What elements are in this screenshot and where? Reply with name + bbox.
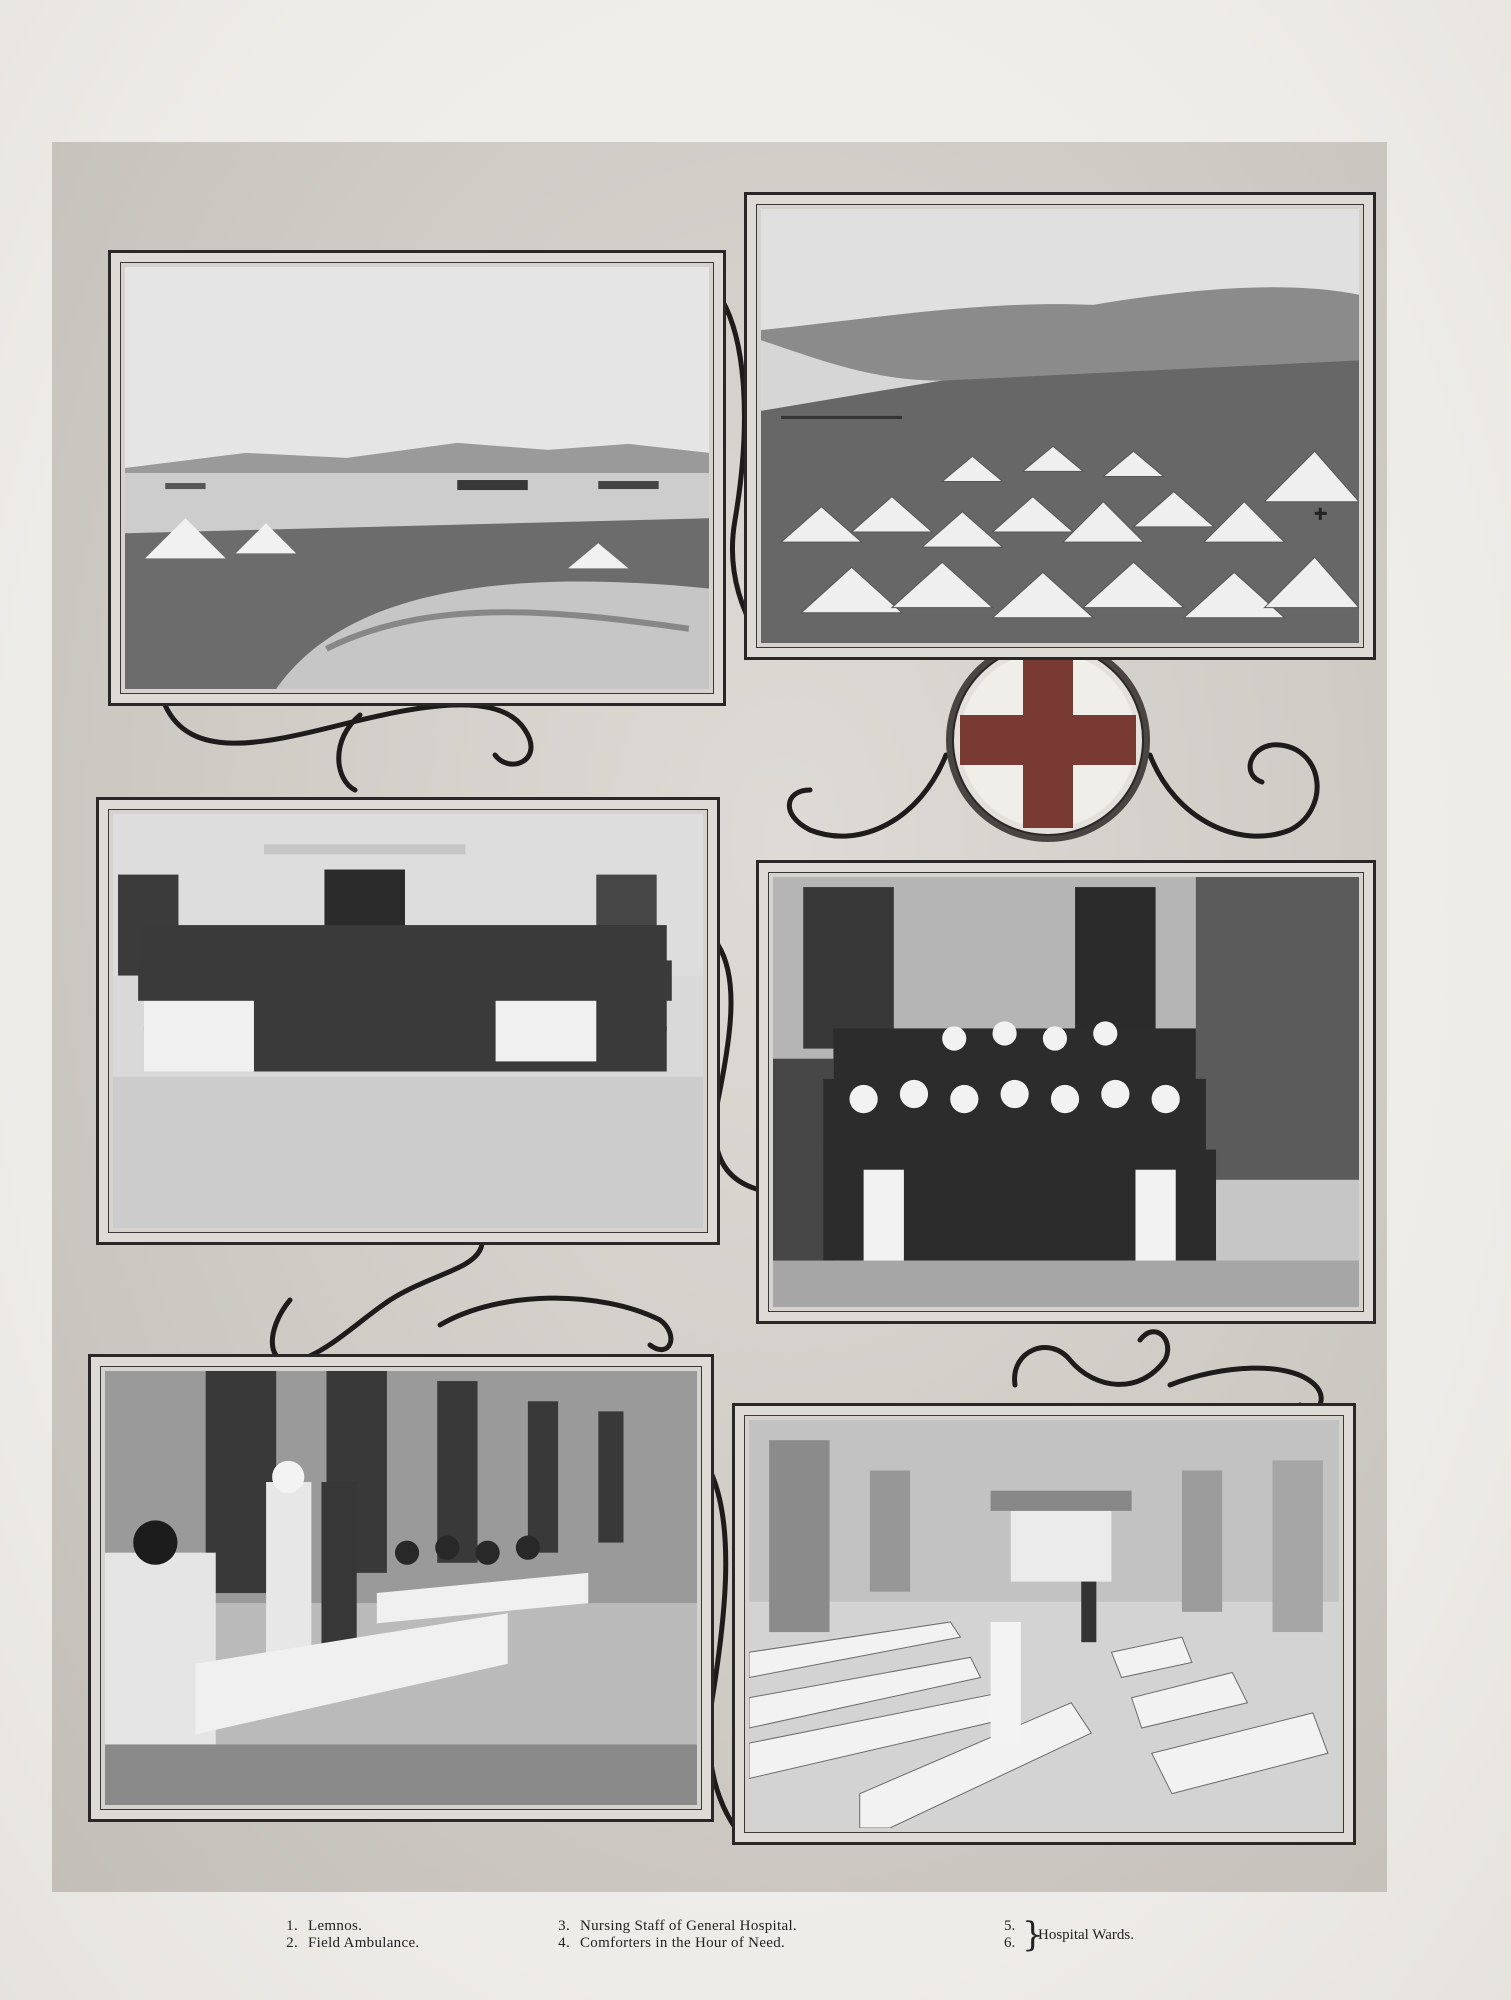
caption-column-1 xyxy=(270,1918,419,1952)
photo-frame-1 xyxy=(108,250,726,706)
brace-icon: } xyxy=(1022,1915,1044,1955)
photo-nursing-staff xyxy=(773,877,1359,1307)
photo-hospital-ward xyxy=(749,1420,1339,1828)
caption-3: 3. Nursing Staff of General Hospital. xyxy=(558,1918,797,1934)
photo-field-ambulance xyxy=(761,209,1359,643)
photo-frame-3 xyxy=(96,797,720,1245)
caption-1: 1. Lemnos. xyxy=(286,1918,363,1934)
caption-brace-numbers: 5. 6. xyxy=(1004,1918,1016,1951)
caption-hospital-wards: Hospital Wards. xyxy=(1038,1927,1135,1943)
photo-comforters xyxy=(105,1371,697,1805)
caption-4: 4. Comforters in the Hour of Need. xyxy=(558,1935,786,1951)
photo-frame-6 xyxy=(732,1403,1356,1845)
photo-frame-4 xyxy=(756,860,1376,1324)
photo-frame-2 xyxy=(744,192,1376,660)
photo-lemnos xyxy=(125,267,709,689)
photo-group-portrait xyxy=(113,814,703,1228)
caption-column-2 xyxy=(542,1918,797,1952)
caption-2: 2. Field Ambulance. xyxy=(286,1935,420,1951)
photo-frame-5 xyxy=(88,1354,714,1822)
